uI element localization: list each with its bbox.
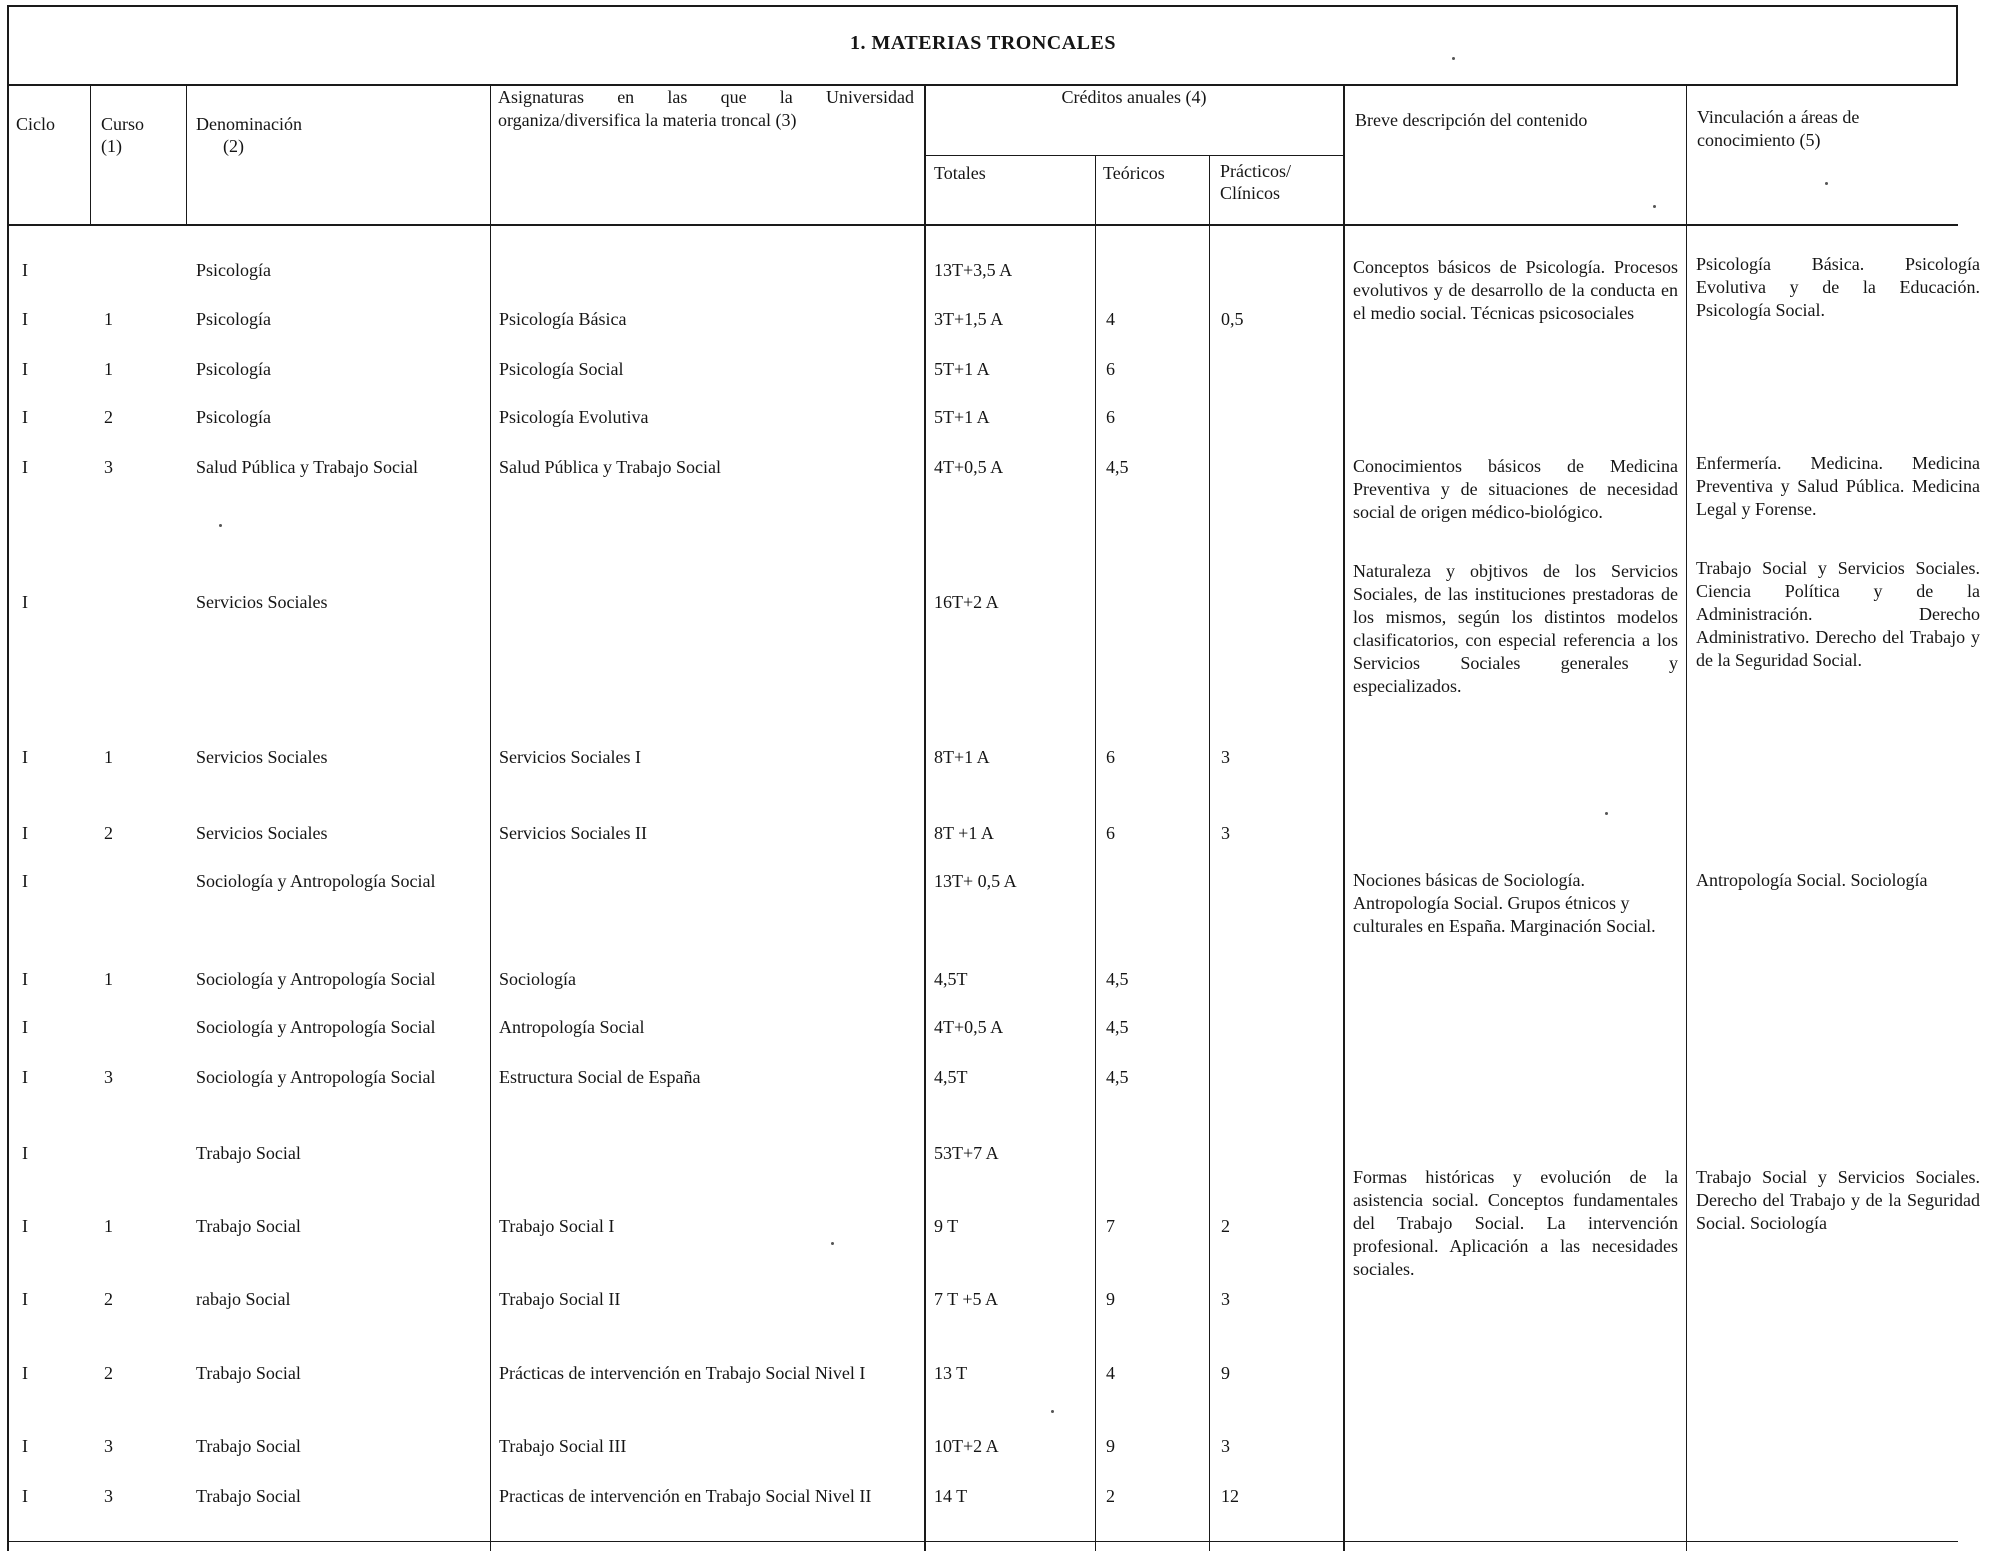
description-servicios-sociales: Naturaleza y objtivos de los Servicios Sociales, de las instituciones prestadoras de los mismos, según los distintos modelos clasificatorios, con especial referencia a los Servicios Sociales generales y especializados. bbox=[1353, 561, 1678, 696]
header-creditos: Créditos anuales (4) bbox=[1061, 87, 1207, 107]
cell-curso: 2 bbox=[104, 407, 113, 427]
cell-teoricos: 4,5 bbox=[1106, 1067, 1129, 1087]
areas-sociologia: Antropología Social. Sociología bbox=[1696, 870, 1928, 890]
description-trabajo-social: Formas históricas y evolución de la asistencia social. Conceptos fundamentales del Trabajo Social. La intervención profesional. Aplicación a las necesidades sociales. bbox=[1353, 1167, 1678, 1279]
cell-totales: 9 T bbox=[934, 1216, 959, 1236]
cell-teoricos: 9 bbox=[1106, 1436, 1115, 1456]
table-bottom-border bbox=[7, 1541, 1958, 1542]
cell-totales: 16T+2 A bbox=[934, 592, 999, 612]
cell-denominacion: Psicología bbox=[196, 359, 271, 379]
table-left-border bbox=[7, 84, 9, 1551]
cell-totales: 13 T bbox=[934, 1363, 968, 1383]
cell-ciclo: I bbox=[22, 969, 28, 989]
cell-totales: 8T +1 A bbox=[934, 823, 994, 843]
cell-curso: 1 bbox=[104, 359, 113, 379]
document-title: 1. MATERIAS TRONCALES bbox=[850, 32, 1116, 54]
cell-curso: 2 bbox=[104, 1289, 113, 1309]
cell-ciclo: I bbox=[22, 1017, 28, 1037]
areas-salud-publica: Enfermería. Medicina. Medicina Preventiva y Salud Pública. Medicina Legal y Forense. bbox=[1696, 453, 1980, 519]
cell-curso: 1 bbox=[104, 1216, 113, 1236]
cell-teoricos: 6 bbox=[1106, 823, 1115, 843]
cell-totales: 14 T bbox=[934, 1486, 968, 1506]
header-bottom-border bbox=[7, 224, 1958, 226]
cell-teoricos: 4 bbox=[1106, 309, 1115, 329]
cell-ciclo: I bbox=[22, 1216, 28, 1236]
cell-asignatura: Antropología Social bbox=[499, 1017, 645, 1037]
cell-denominacion: Trabajo Social bbox=[196, 1216, 301, 1236]
cell-practicos: 0,5 bbox=[1221, 309, 1244, 329]
header-vinculacion: Vinculación a áreas de conocimiento (5) bbox=[1697, 107, 1860, 150]
areas-servicios-sociales: Trabajo Social y Servicios Sociales. Ciencia Política y de la Administración. Derecho Administrativo. Derecho del Trabajo y de la Seguridad Social. bbox=[1696, 558, 1980, 670]
divider-denominacion bbox=[490, 84, 491, 1551]
scan-speck bbox=[219, 524, 222, 527]
header-ciclo: Ciclo bbox=[16, 114, 55, 134]
header-denominacion: Denominación (2) bbox=[196, 114, 302, 156]
scan-speck bbox=[1051, 1410, 1054, 1413]
cell-totales: 5T+1 A bbox=[934, 407, 990, 427]
header-practicos: Prácticos/ Clínicos bbox=[1220, 161, 1291, 203]
cell-totales: 3T+1,5 A bbox=[934, 309, 1004, 329]
cell-curso: 1 bbox=[104, 747, 113, 767]
cell-ciclo: I bbox=[22, 457, 28, 477]
cell-practicos: 3 bbox=[1221, 1436, 1230, 1456]
cell-denominacion: Sociología y Antropología Social bbox=[196, 871, 436, 891]
scan-speck bbox=[1605, 812, 1608, 815]
cell-teoricos: 9 bbox=[1106, 1289, 1115, 1309]
cell-denominacion: Sociología y Antropología Social bbox=[196, 1067, 436, 1087]
cell-teoricos: 6 bbox=[1106, 407, 1115, 427]
cell-practicos: 9 bbox=[1221, 1363, 1230, 1383]
cell-ciclo: I bbox=[22, 747, 28, 767]
cell-ciclo: I bbox=[22, 1289, 28, 1309]
cell-teoricos: 4,5 bbox=[1106, 1017, 1129, 1037]
cell-ciclo: I bbox=[22, 592, 28, 612]
cell-denominacion: Servicios Sociales bbox=[196, 747, 328, 767]
cell-ciclo: I bbox=[22, 407, 28, 427]
cell-denominacion: Trabajo Social bbox=[196, 1436, 301, 1456]
header-asignaturas: Asignaturas en las que la Universidad organiza/diversifica la materia troncal (3) bbox=[498, 87, 914, 130]
cell-teoricos: 4 bbox=[1106, 1363, 1115, 1383]
cell-asignatura: Servicios Sociales I bbox=[499, 747, 641, 767]
cell-teoricos: 6 bbox=[1106, 359, 1115, 379]
cell-totales: 13T+3,5 A bbox=[934, 260, 1013, 280]
cell-totales: 4,5T bbox=[934, 969, 968, 989]
cell-denominacion: Trabajo Social bbox=[196, 1486, 301, 1506]
cell-denominacion: Trabajo Social bbox=[196, 1143, 301, 1163]
cell-practicos: 2 bbox=[1221, 1216, 1230, 1236]
creditos-subheader-line bbox=[924, 155, 1344, 156]
cell-totales: 5T+1 A bbox=[934, 359, 990, 379]
cell-denominacion: Psicología bbox=[196, 260, 271, 280]
cell-totales: 10T+2 A bbox=[934, 1436, 999, 1456]
cell-teoricos: 6 bbox=[1106, 747, 1115, 767]
cell-denominacion: rabajo Social bbox=[196, 1289, 291, 1309]
cell-denominacion: Salud Pública y Trabajo Social bbox=[196, 457, 418, 477]
cell-asignatura: Practicas de intervención en Trabajo Social Nivel II bbox=[499, 1486, 872, 1506]
cell-curso: 2 bbox=[104, 823, 113, 843]
cell-totales: 13T+ 0,5 A bbox=[934, 871, 1017, 891]
divider-creditos bbox=[1343, 84, 1345, 1551]
scan-speck bbox=[831, 1242, 834, 1245]
divider-ciclo bbox=[90, 84, 91, 224]
cell-asignatura: Salud Pública y Trabajo Social bbox=[499, 457, 721, 477]
cell-ciclo: I bbox=[22, 1486, 28, 1506]
cell-curso: 1 bbox=[104, 969, 113, 989]
divider-asignaturas bbox=[924, 84, 926, 1551]
cell-asignatura: Prácticas de intervención en Trabajo Social Nivel I bbox=[499, 1363, 866, 1383]
divider-curso bbox=[186, 84, 187, 224]
cell-asignatura: Trabajo Social II bbox=[499, 1289, 621, 1309]
cell-asignatura: Servicios Sociales II bbox=[499, 823, 647, 843]
cell-totales: 4T+0,5 A bbox=[934, 1017, 1004, 1037]
description-sociologia: Nociones básicas de Sociología. Antropología Social. Grupos étnicos y culturales en España. Marginación Social. bbox=[1353, 870, 1656, 936]
cell-denominacion: Servicios Sociales bbox=[196, 592, 328, 612]
cell-ciclo: I bbox=[22, 1143, 28, 1163]
header-descripcion: Breve descripción del contenido bbox=[1355, 110, 1588, 130]
cell-teoricos: 7 bbox=[1106, 1216, 1115, 1236]
header-teoricos: Teóricos bbox=[1103, 163, 1165, 183]
cell-ciclo: I bbox=[22, 309, 28, 329]
cell-denominacion: Sociología y Antropología Social bbox=[196, 969, 436, 989]
cell-totales: 4T+0,5 A bbox=[934, 457, 1004, 477]
scan-speck bbox=[1825, 182, 1828, 185]
areas-psicologia: Psicología Básica. Psicología Evolutiva y de la Educación. Psicología Social. bbox=[1696, 254, 1980, 320]
header-curso: Curso (1) bbox=[101, 114, 145, 156]
divider-totales bbox=[1095, 155, 1096, 1551]
cell-practicos: 3 bbox=[1221, 747, 1230, 767]
cell-asignatura: Psicología Social bbox=[499, 359, 624, 379]
cell-asignatura: Estructura Social de España bbox=[499, 1067, 701, 1087]
cell-teoricos: 4,5 bbox=[1106, 457, 1129, 477]
cell-ciclo: I bbox=[22, 1436, 28, 1456]
cell-denominacion: Servicios Sociales bbox=[196, 823, 328, 843]
cell-ciclo: I bbox=[22, 823, 28, 843]
cell-ciclo: I bbox=[22, 871, 28, 891]
cell-curso: 3 bbox=[104, 1436, 113, 1456]
divider-descripcion bbox=[1686, 84, 1687, 1551]
cell-totales: 4,5T bbox=[934, 1067, 968, 1087]
cell-denominacion: Psicología bbox=[196, 309, 271, 329]
cell-ciclo: I bbox=[22, 1363, 28, 1383]
cell-asignatura: Psicología Evolutiva bbox=[499, 407, 649, 427]
cell-practicos: 12 bbox=[1221, 1486, 1239, 1506]
cell-denominacion: Trabajo Social bbox=[196, 1363, 301, 1383]
cell-curso: 1 bbox=[104, 309, 113, 329]
header-totales: Totales bbox=[934, 163, 986, 183]
cell-practicos: 3 bbox=[1221, 1289, 1230, 1309]
cell-denominacion: Sociología y Antropología Social bbox=[196, 1017, 436, 1037]
cell-ciclo: I bbox=[22, 1067, 28, 1087]
scan-speck bbox=[1653, 205, 1656, 208]
cell-curso: 2 bbox=[104, 1363, 113, 1383]
cell-totales: 7 T +5 A bbox=[934, 1289, 999, 1309]
scan-speck bbox=[1452, 57, 1455, 60]
cell-asignatura: Psicología Básica bbox=[499, 309, 627, 329]
cell-asignatura: Trabajo Social I bbox=[499, 1216, 615, 1236]
cell-asignatura: Trabajo Social III bbox=[499, 1436, 627, 1456]
cell-teoricos: 4,5 bbox=[1106, 969, 1129, 989]
description-salud-publica: Conocimientos básicos de Medicina Preventiva y de situaciones de necesidad social de origen médico-biológico. bbox=[1353, 456, 1678, 522]
areas-trabajo-social: Trabajo Social y Servicios Sociales. Derecho del Trabajo y de la Seguridad Social. Sociología bbox=[1696, 1167, 1980, 1233]
cell-curso: 3 bbox=[104, 457, 113, 477]
cell-denominacion: Psicología bbox=[196, 407, 271, 427]
cell-totales: 53T+7 A bbox=[934, 1143, 999, 1163]
cell-ciclo: I bbox=[22, 359, 28, 379]
description-psicologia: Conceptos básicos de Psicología. Procesos evolutivos y de desarrollo de la conducta en el medio social. Técnicas psicosociales bbox=[1353, 257, 1678, 323]
cell-ciclo: I bbox=[22, 260, 28, 280]
cell-curso: 3 bbox=[104, 1486, 113, 1506]
cell-practicos: 3 bbox=[1221, 823, 1230, 843]
divider-teoricos bbox=[1209, 155, 1210, 1551]
cell-curso: 3 bbox=[104, 1067, 113, 1087]
title-top-border bbox=[7, 5, 1957, 7]
cell-asignatura: Sociología bbox=[499, 969, 576, 989]
cell-totales: 8T+1 A bbox=[934, 747, 990, 767]
cell-teoricos: 2 bbox=[1106, 1486, 1115, 1506]
